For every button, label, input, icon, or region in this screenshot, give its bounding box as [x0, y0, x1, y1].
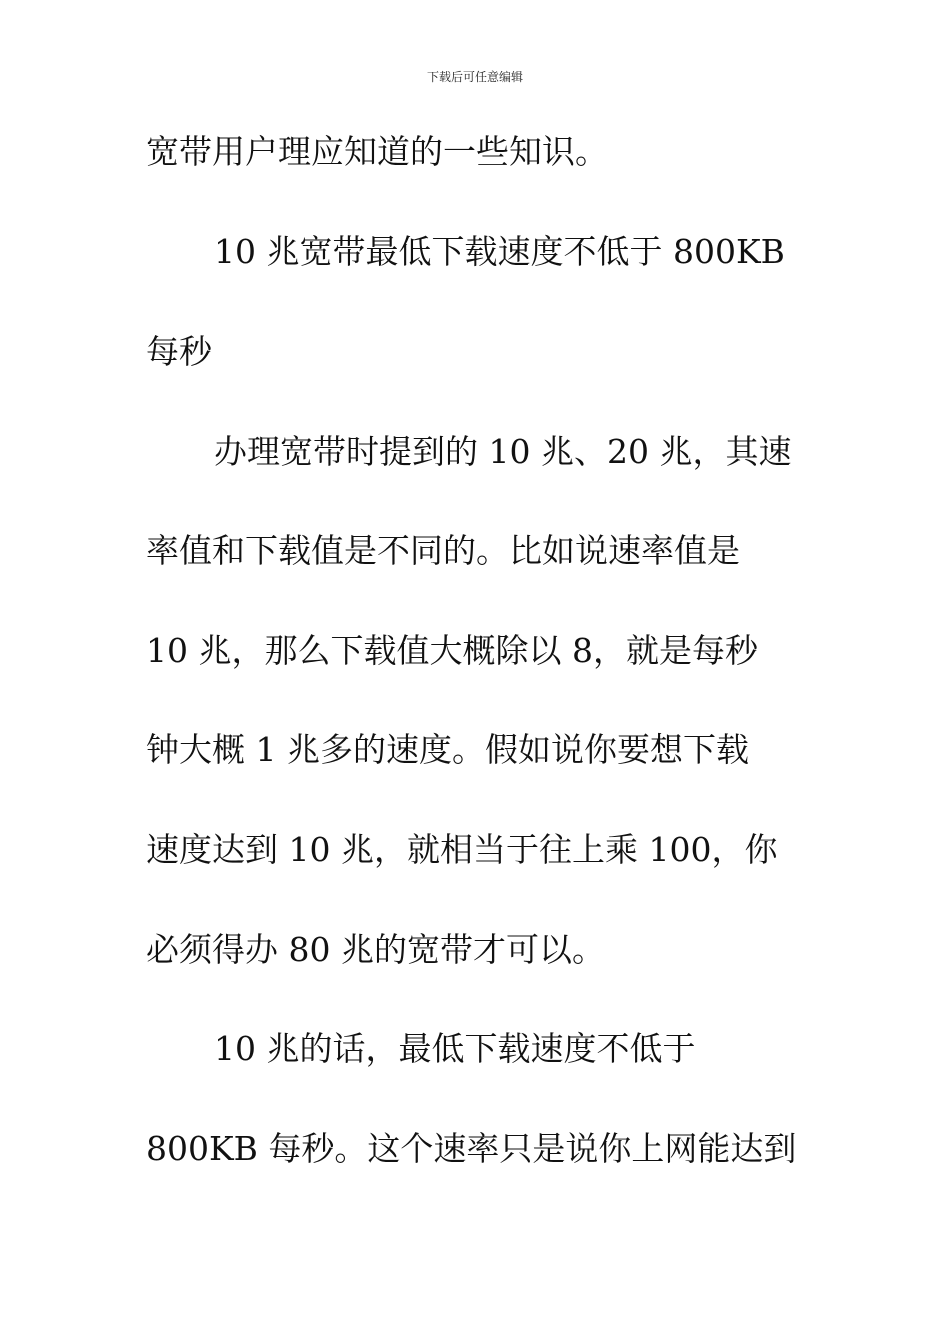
page-header: 下载后可任意编辑 [426, 70, 523, 84]
text-line: 率值和下载值是不同的。比如说速率值是 [146, 531, 740, 570]
text-line: 必须得办 80 兆的宽带才可以。 [146, 930, 605, 969]
text-line: 速度达到 10 兆，就相当于往上乘 100，你 [146, 830, 778, 869]
text-line: 宽带用户理应知道的一些知识。 [146, 132, 608, 171]
text-line: 10 兆的话，最低下载速度不低于 [214, 1029, 696, 1068]
text-line: 每秒 [146, 332, 212, 371]
text-line: 办理宽带时提到的 10 兆、20 兆，其速 [214, 432, 792, 471]
text-line: 10 兆宽带最低下载速度不低于 800KB [214, 232, 785, 271]
text-line: 800KB 每秒。这个速率只是说你上网能达到 [146, 1129, 797, 1168]
text-line: 钟大概 1 兆多的速度。假如说你要想下载 [146, 730, 749, 769]
text-line: 10 兆，那么下载值大概除以 8，就是每秒 [146, 631, 758, 670]
